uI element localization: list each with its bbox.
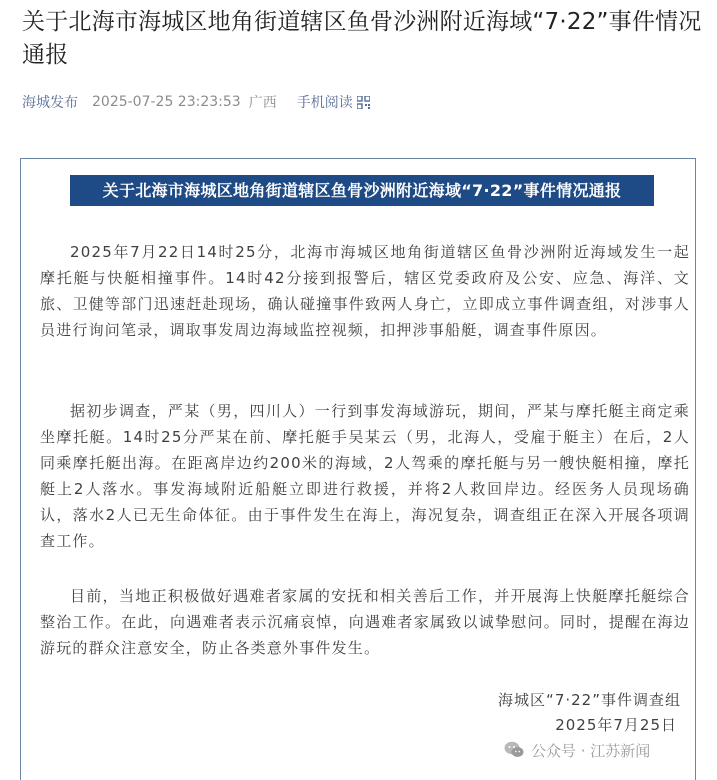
account-name-link[interactable]: 海城发布 xyxy=(22,95,78,111)
qr-code-icon[interactable] xyxy=(357,96,370,109)
notice-paragraph-3: 目前，当地正积极做好遇难者家属的安抚和相关善后工作，并开展海上快艇摩托艇综合整治工作。在此，向遇难者表示沉痛哀悼，向遇难者家属致以诚挚慰问。同时，提醒在海边游玩的群众注意安全，防止各类意外事件发生。 xyxy=(40,587,690,657)
watermark xyxy=(503,737,650,763)
publish-time: 2025-07-25 23:23:53 xyxy=(92,94,241,110)
notice-signature: 海城区“7·22”事件调查组 xyxy=(498,691,681,709)
notice-paragraph-2: 据初步调查，严某（男，四川人）一行到事发海域游玩，期间，严某与摩托艇主商定乘坐摩托艇。14时25分严某在前、摩托艇手吴某云（男，北海人，受雇于艇主）在后，2人同乘摩托艇出海。在距离岸边约200米的海域，2人驾乘的摩托艇与另一艘快艇相撞，摩托艇上2人落水。事发海域附近船艇立即进行救援，并将2人救回岸边。经医务人员现场确认，落水2人已无生命体征。由于事件发生在海上，海况复杂，调查组正在深入开展各项调查工作。 xyxy=(40,402,690,550)
publish-location: 广西 xyxy=(248,95,277,111)
mobile-read-link[interactable]: 手机阅读 xyxy=(296,95,353,111)
watermark-text: 公众号 · 江苏新闻 xyxy=(531,741,651,760)
notice-date: 2025年7月25日 xyxy=(555,716,677,734)
notice-banner-title: 关于北海市海城区地角街道辖区鱼骨沙洲附近海域“7·22”事件情况通报 xyxy=(70,175,654,206)
wechat-icon xyxy=(503,739,525,761)
article-title: 关于北海市海城区地角街道辖区鱼骨沙洲附近海域“7·22”事件情况通报 xyxy=(22,9,702,68)
notice-paragraph-1: 2025年7月22日14时25分，北海市海城区地角街道辖区鱼骨沙洲附近海域发生一起摩托艇与快艇相撞事件。14时42分接到报警后，辖区党委政府及公安、应急、海洋、文旅、卫健等部门迅速赶赴现场，确认碰撞事件致两人身亡，立即成立事件调查组，对涉事人员进行询问笔录，调取事发周边海域监控视频，扣押涉事船艇，调查事件原因。 xyxy=(40,243,690,339)
article-meta xyxy=(22,91,370,113)
